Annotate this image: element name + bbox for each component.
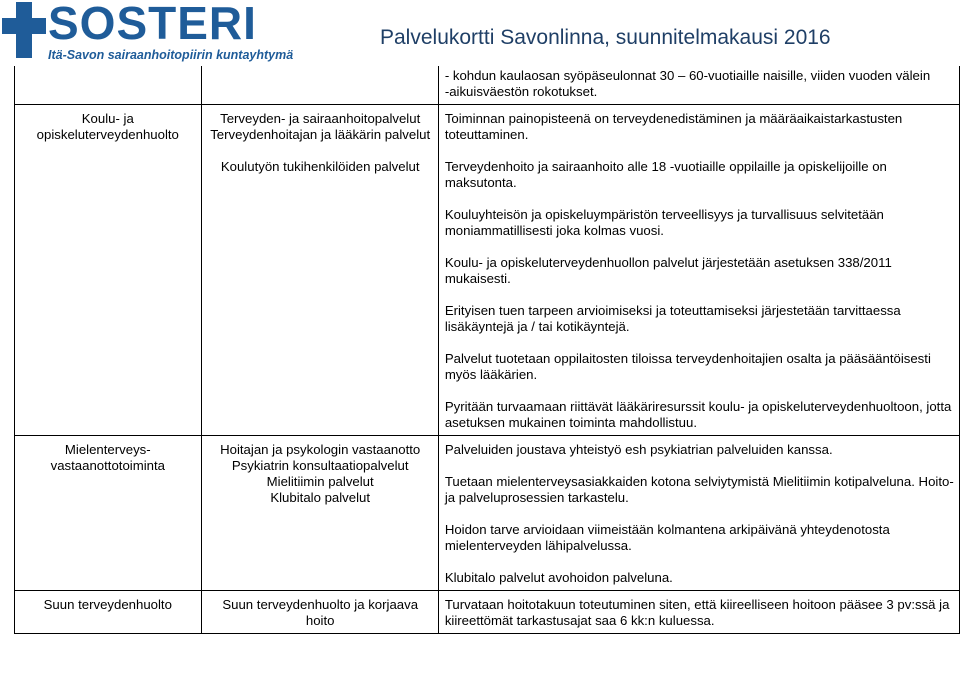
table-row [15, 105, 960, 436]
services-cell [201, 591, 438, 634]
description-cell [438, 436, 959, 591]
description-paragraph: Hoidon tarve arvioidaan viimeistään kolmantena arkipäivänä yhteydenotosta mielenterveyden lähipalvelussa. [444, 522, 890, 553]
description-paragraph: Turvataan hoitotakuun toteutuminen siten, että kiireelliseen hoitoon pääsee 3 pv:ssä ja kiireettömät tarkastusajat saa 6 kk:n kuluessa. [444, 597, 950, 628]
service-item: Suun terveydenhuolto ja korjaava hoito [222, 597, 419, 628]
service-area-cell [15, 436, 202, 591]
service-area-cell [15, 591, 202, 634]
description-paragraph: Tuetaan mielenterveysasiakkaiden kotona selviytymistä Mielitiimin kotipalveluna. Hoito- ja palveluprosessien tarkastelu. [444, 474, 954, 505]
table-row [15, 591, 960, 634]
service-item: Terveydenhoitajan ja lääkärin palvelut [210, 127, 431, 142]
service-area-cell [15, 66, 202, 105]
description-paragraph: Klubitalo palvelut avohoidon palveluna. [444, 570, 673, 585]
logo-wordmark: SOSTERI [48, 0, 257, 49]
table-row [15, 436, 960, 591]
services-cell [201, 105, 438, 436]
page-header [0, 0, 960, 66]
service-item: Terveyden- ja sairaanhoitopalvelut [220, 111, 421, 126]
description-paragraph: Toiminnan painopisteenä on terveydenedistäminen ja määräaikaistarkastusten toteuttaminen. [444, 111, 903, 142]
service-item: Psykiatrin konsultaatiopalvelut [231, 458, 409, 473]
description-paragraph: Terveydenhoito ja sairaanhoito alle 18 -vuotiaille oppilaille ja opiskelijoille on maksutonta. [444, 159, 887, 190]
description-line: -aikuisväestön rokotukset. [444, 84, 598, 99]
cross-icon [2, 2, 46, 58]
logo-subtitle: Itä-Savon sairaanhoitopiirin kuntayhtymä [48, 48, 294, 62]
description-cell [438, 105, 959, 436]
service-area-name: Suun terveydenhuolto [43, 597, 172, 612]
service-item: Koulutyön tukihenkilöiden palvelut [220, 159, 420, 174]
description-paragraph [445, 68, 954, 100]
description-cell [438, 591, 959, 634]
service-table [14, 66, 960, 634]
services-cell [201, 436, 438, 591]
services-cell [201, 66, 438, 105]
description-paragraph: Erityisen tuen tarpeen arvioimiseksi ja toteuttamiseksi järjestetään tarvittaessa lisäkäyntejä ja / tai kotikäyntejä. [444, 303, 901, 334]
description-paragraph: Koulu- ja opiskeluterveydenhuollon palvelut järjestetään asetuksen 338/2011 mukaisesti. [444, 255, 892, 286]
sosteri-logo [2, 2, 302, 66]
service-item: Hoitajan ja psykologin vastaanotto [220, 442, 421, 457]
service-area-name: Koulu- ja opiskeluterveydenhuolto [36, 111, 179, 142]
description-paragraph: Kouluyhteisön ja opiskeluympäristön terveellisyys ja turvallisuus selvitetään moniammatillisesti joka kolmas vuosi. [444, 207, 884, 238]
service-area-cell [15, 105, 202, 436]
page-title: Palvelukortti Savonlinna, suunnitelmakausi 2016 [380, 26, 831, 49]
description-paragraph: Palveluiden joustava yhteistyö esh psykiatrian palveluiden kanssa. [444, 442, 833, 457]
service-area-name: Mielenterveys-vastaanottotoiminta [50, 442, 165, 473]
service-item: Mielitiimin palvelut [266, 474, 374, 489]
service-item: Klubitalo palvelut [270, 490, 371, 505]
description-line: - kohdun kaulaosan syöpäseulonnat 30 – 60-vuotiaille naisille, viiden vuoden välein [444, 68, 931, 83]
table-row [15, 66, 960, 105]
description-paragraph: Palvelut tuotetaan oppilaitosten tiloissa terveydenhoitajien osalta ja pääsääntöisesti myös lääkärien. [444, 351, 931, 382]
description-paragraph: Pyritään turvaamaan riittävät lääkäriresurssit koulu- ja opiskeluterveydenhuoltoon, jotta asetuksen mukainen toiminta mahdollistuu. [444, 399, 952, 430]
description-cell [438, 66, 959, 105]
